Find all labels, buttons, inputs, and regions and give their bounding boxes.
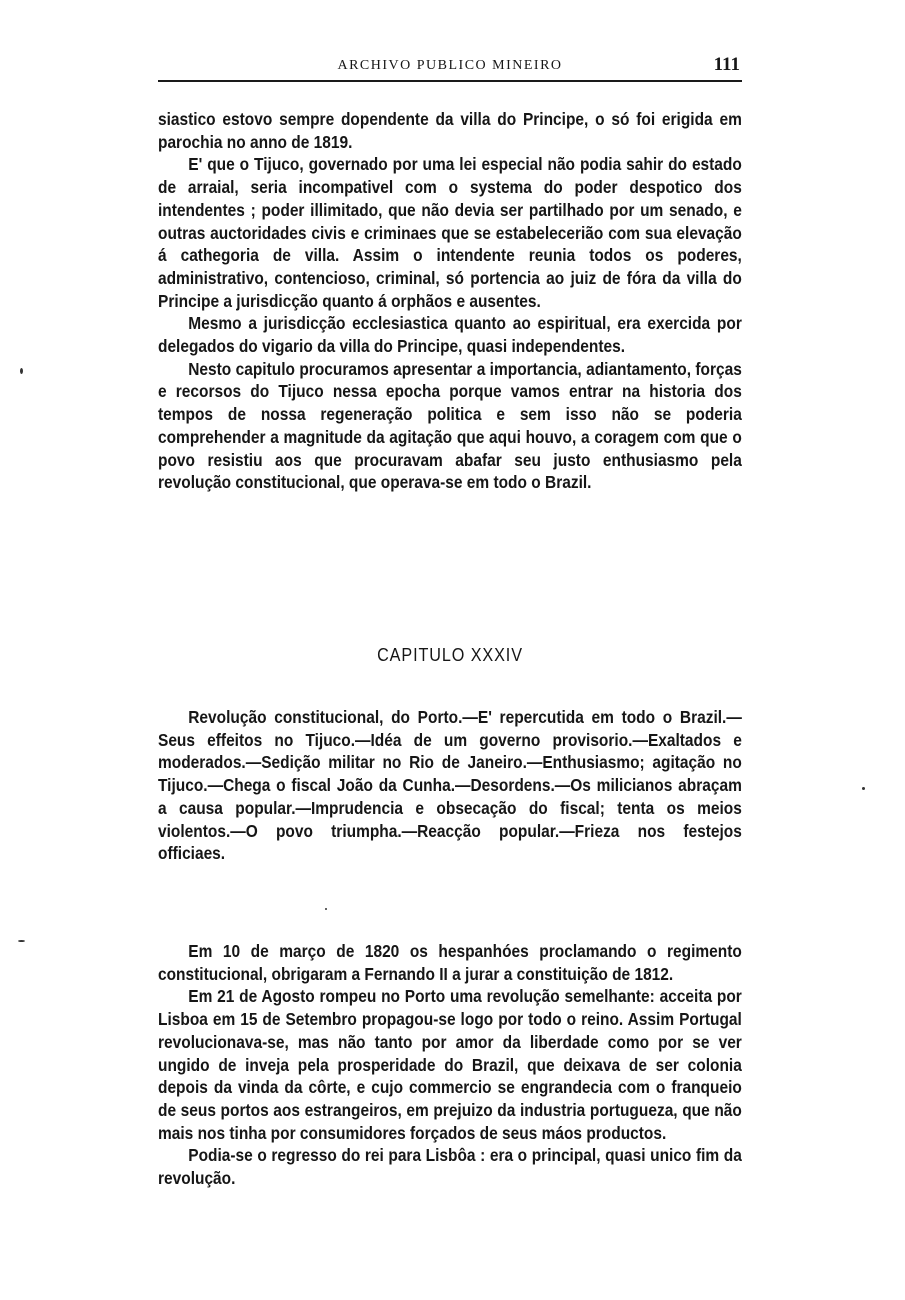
header-rule — [158, 80, 742, 82]
print-speck — [20, 368, 23, 374]
text-block-top — [158, 108, 742, 494]
paragraph: E' que o Tijuco, governado por uma lei especial não podia sahir do estado de arraial, seria incompativel com o systema do poder despotico dos intendentes ; poder illimitado, que não devia ser partilhado por um senado, e outras auctoridades civis e criminaes que se estabelecerião com sua elevação á cathegoria de villa. Assim o intendente reunia todos os poderes, administrativo, contencioso, criminal, só portencia ao juiz de fóra da villa do Principe a jurisdicção quanto á orphãos e ausentes. — [158, 154, 742, 311]
print-speck — [325, 908, 327, 910]
page-number: 111 — [713, 54, 740, 75]
summary-paragraph: Revolução constitucional, do Porto.—E' repercutida em todo o Brazil.—Seus effeitos no Tijuco.—Idéa de um governo provisorio.—Exaltados e moderados.—Sedição militar no Rio de Janeiro.—Enthusiasmo; agitação no Tijuco.—Chega o fiscal João da Cunha.—Desordens.—Os milicianos abraçam a causa popular.—Imprudencia e obsecação do fiscal; tenta os meios violentos.—O povo triumpha.—Reacção popular.—Frieza nos festejos officiaes. — [158, 707, 742, 864]
running-head — [158, 54, 742, 80]
running-title: ARCHIVO PUBLICO MINEIRO — [337, 58, 563, 73]
chapter-summary — [158, 706, 742, 865]
print-speck — [18, 940, 25, 942]
paragraph: Em 10 de março de 1820 os hespanhóes proclamando o regimento constitucional, obrigaram a Fernando II a jurar a constituição de 1812. — [158, 941, 742, 984]
chapter-heading: CAPITULO XXXIV — [377, 645, 523, 665]
print-speck — [862, 787, 865, 790]
paragraph: Em 21 de Agosto rompeu no Porto uma revolução semelhante: acceita por Lisboa em 15 de Setembro propagou-se logo por todo o reino. Assim Portugal revolucionava-se, mas não tanto por amor da liberdade como por se ver ungido de inveja pela prosperidade do Brazil, que deixava de ser colonia depois da vinda da côrte, e cujo commercio se engrandecia com o franqueio de seus portos aos estrangeiros, em prejuizo da industria portugueza, que não mais nos tinha por consumidores forçados de seus máos productos. — [158, 986, 742, 1143]
paragraph: Podia-se o regresso do rei para Lisbôa : era o principal, quasi unico fim da revolução. — [158, 1145, 742, 1189]
paragraph: Nesto capitulo procuramos apresentar a importancia, adiantamento, forças e recorsos do Tijuco nessa epocha porque vamos entrar na historia dos tempos de nossa regeneração politica e sem isso não se poderia comprehender a magnitude da agitação que aqui houvo, a coragem com que o povo resistiu aos que procuravam abafar seu justo enthusiasmo pela revolução constitucional, que operava-se em todo o Brazil. — [158, 358, 742, 493]
paragraph: siastico estovo sempre dopendente da villa do Principe, o só foi erigida em parochia no anno de 1819. — [158, 109, 742, 152]
text-block-bottom — [158, 940, 742, 1190]
paragraph: Mesmo a jurisdicção ecclesiastica quanto ao espiritual, era exercida por delegados do vigario da villa do Principe, quasi independentes. — [158, 313, 742, 357]
